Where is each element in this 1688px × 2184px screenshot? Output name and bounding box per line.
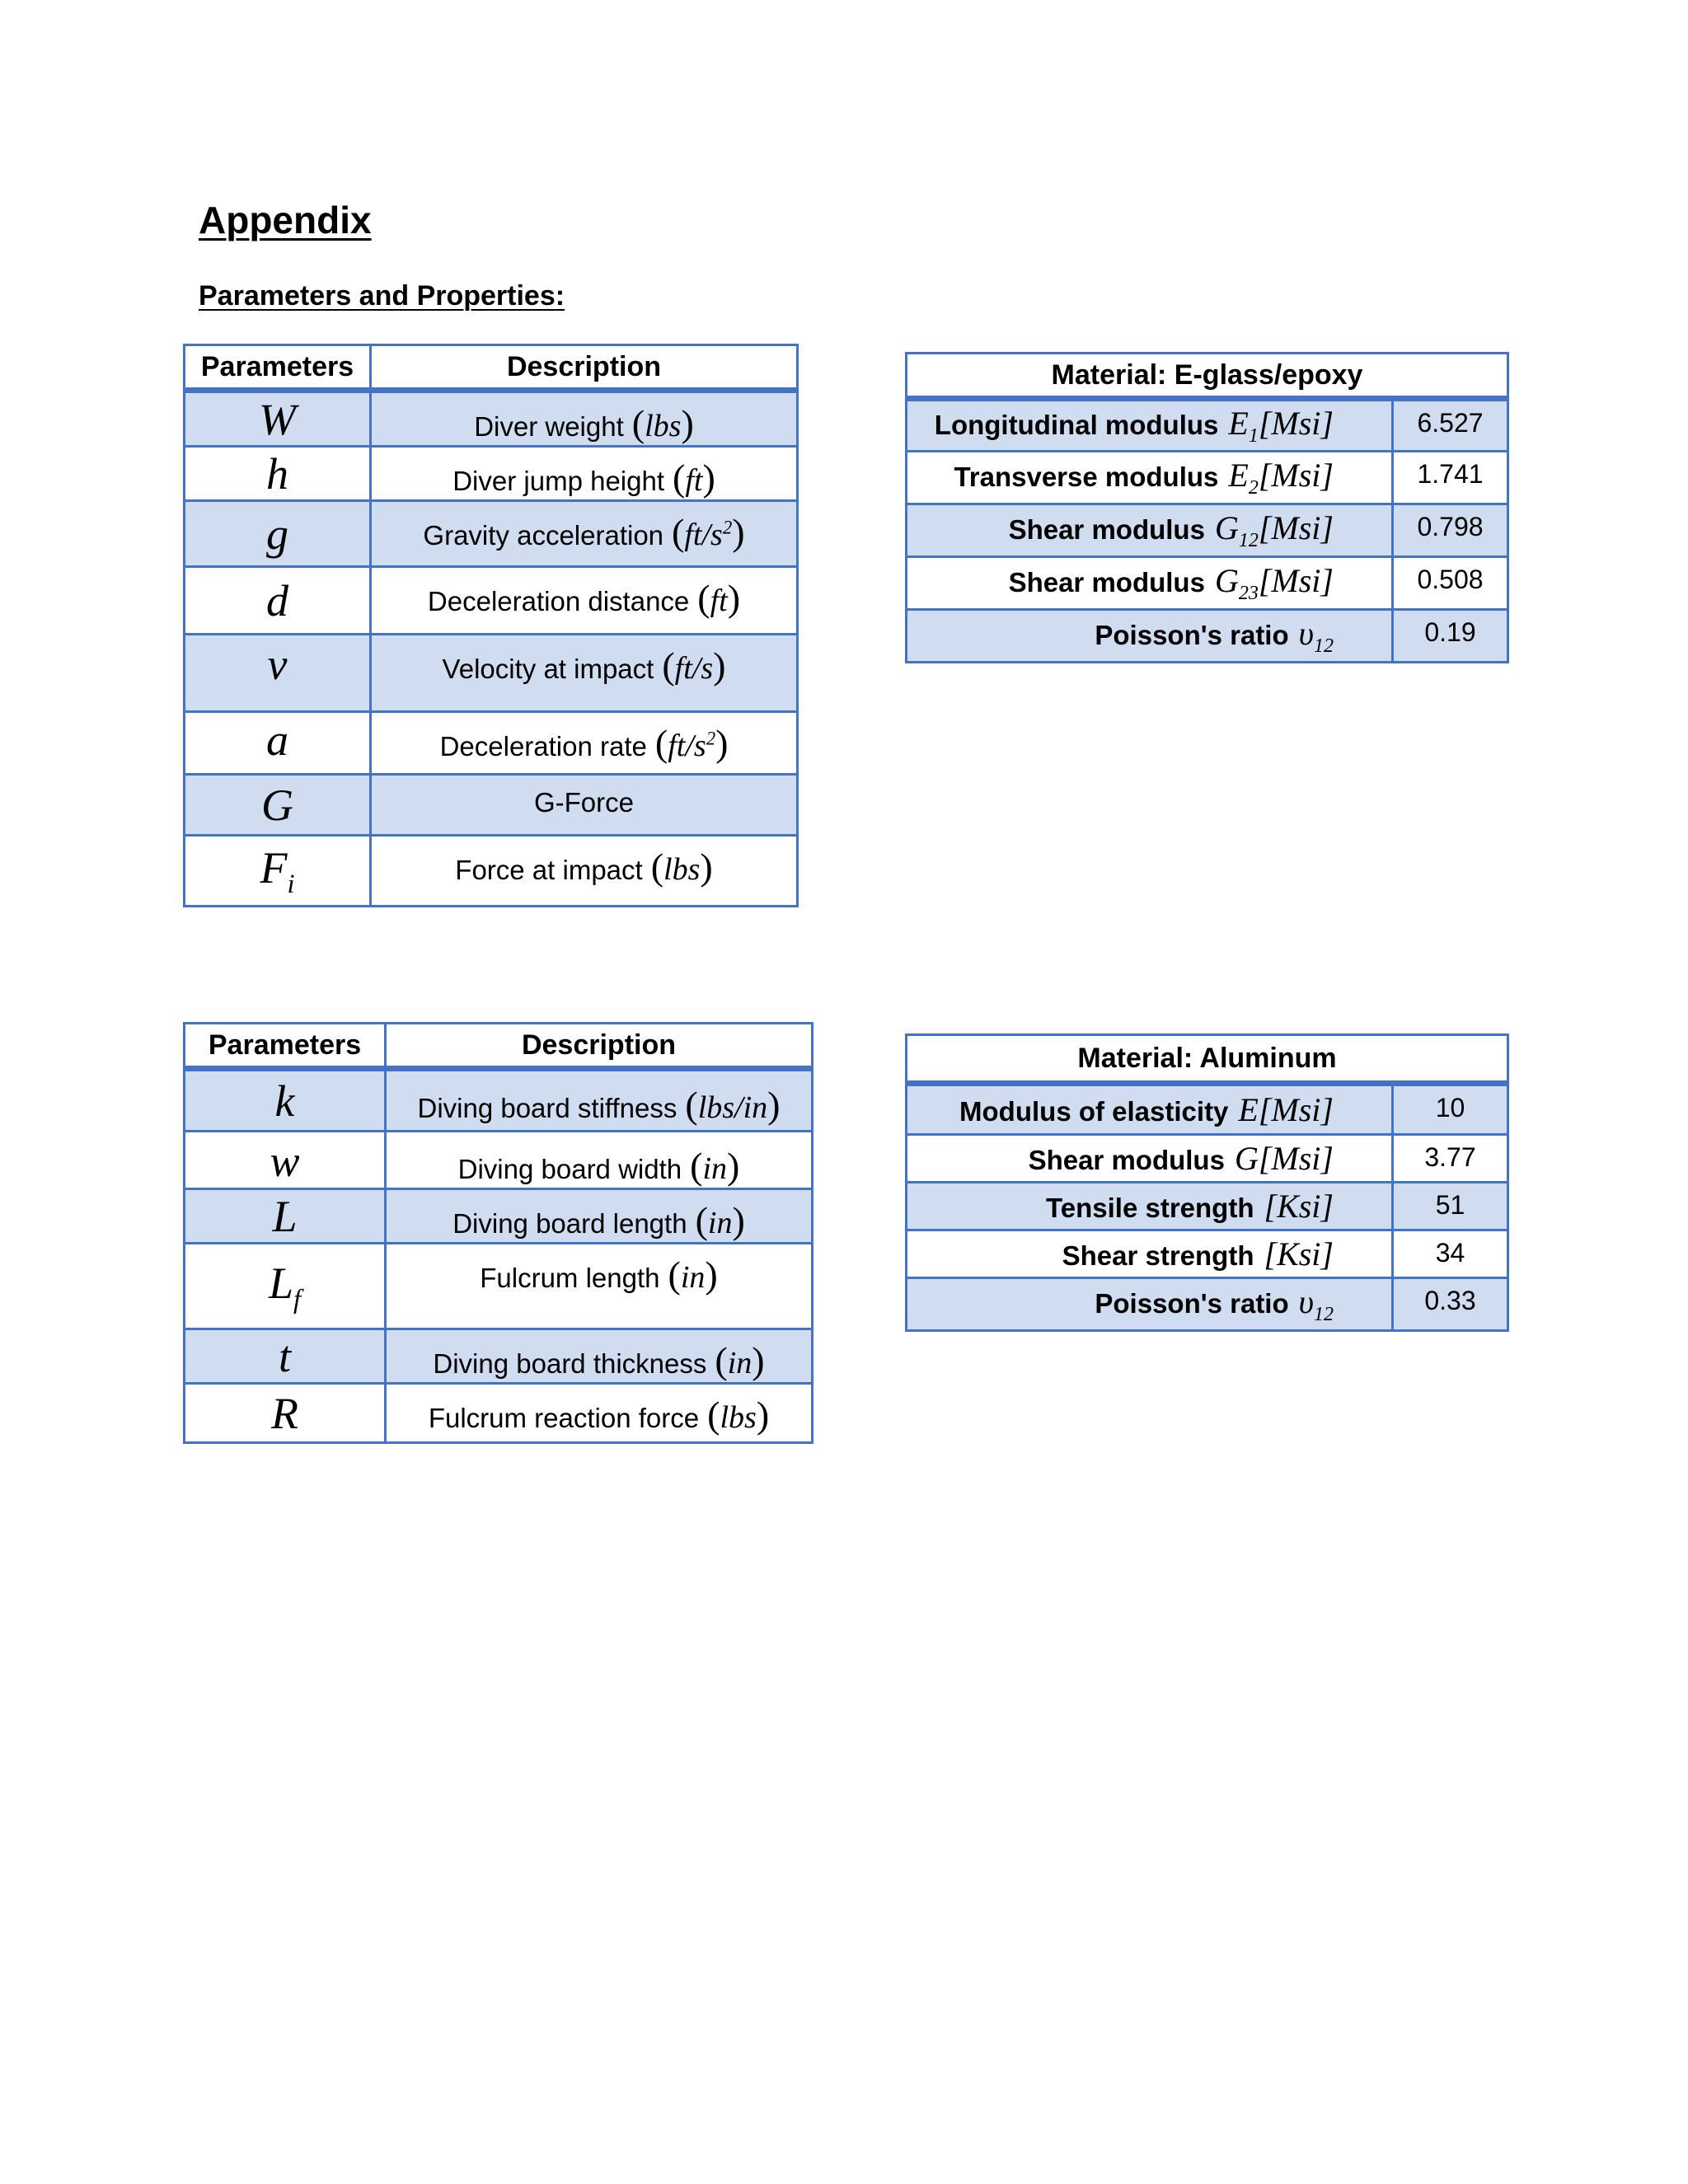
param-symbol: G	[185, 775, 371, 836]
param-description: Fulcrum reaction force (lbs)	[386, 1384, 813, 1443]
param-description: Force at impact (lbs)	[371, 836, 798, 907]
param-symbol: $F_i$	[185, 836, 371, 907]
property-value: 10	[1393, 1084, 1508, 1135]
property-label: Poisson's ratio $\upsilon_{12}$	[907, 610, 1393, 663]
header-description: Description	[371, 345, 798, 391]
param-description: G-Force	[371, 775, 798, 836]
param-symbol: v	[185, 635, 371, 712]
header-parameters: Parameters	[185, 345, 371, 391]
property-value: 0.19	[1393, 610, 1508, 663]
property-label: Poisson's ratio $\upsilon_{12}$	[907, 1278, 1393, 1331]
parameters-table-board	[183, 1022, 814, 1444]
property-value: 0.33	[1393, 1278, 1508, 1331]
param-symbol: d	[185, 567, 371, 635]
property-label: Shear modulus $G_{12}[Msi]$	[907, 504, 1393, 557]
param-symbol: $L_f$	[185, 1244, 386, 1329]
param-symbol: w	[185, 1132, 386, 1189]
param-description: Diver jump height (ft)	[371, 447, 798, 501]
param-symbol: R	[185, 1384, 386, 1443]
property-label: Modulus of elasticity E[Msi]	[907, 1084, 1393, 1135]
param-description: Diving board length (in)	[386, 1189, 813, 1244]
param-symbol: k	[185, 1069, 386, 1132]
property-label: Transverse modulus $E_2[Msi]$	[907, 452, 1393, 504]
page-title: Appendix	[199, 199, 372, 241]
param-description: Gravity acceleration $(ft/s^2)$	[371, 501, 798, 567]
material-table-eglass	[905, 352, 1509, 663]
param-description: Diving board stiffness (lbs/in)	[386, 1069, 813, 1132]
param-description: Diving board width (in)	[386, 1132, 813, 1189]
property-value: 51	[1393, 1183, 1508, 1230]
param-description: Fulcrum length (in)	[386, 1244, 813, 1329]
header-description: Description	[386, 1024, 813, 1069]
property-value: 0.798	[1393, 504, 1508, 557]
property-value: 6.527	[1393, 399, 1508, 452]
property-label: Tensile strength [Ksi]	[907, 1183, 1393, 1230]
material-title: Material: E-glass/epoxy	[907, 354, 1508, 399]
param-description: Velocity at impact (ft/s)	[371, 635, 798, 712]
property-label: Longitudinal modulus $E_1[Msi]$	[907, 399, 1393, 452]
param-symbol: a	[185, 712, 371, 775]
param-description: Deceleration distance (ft)	[371, 567, 798, 635]
property-label: Shear modulus $G_{23}[Msi]$	[907, 557, 1393, 610]
material-title: Material: Aluminum	[907, 1035, 1508, 1084]
param-symbol: g	[185, 501, 371, 567]
param-symbol: W	[185, 391, 371, 447]
param-symbol: L	[185, 1189, 386, 1244]
param-description: Diver weight (lbs)	[371, 391, 798, 447]
property-value: 1.741	[1393, 452, 1508, 504]
param-description: Deceleration rate $(ft/s^2)$	[371, 712, 798, 775]
header-parameters: Parameters	[185, 1024, 386, 1069]
property-value: 3.77	[1393, 1135, 1508, 1183]
parameters-table-diver	[183, 344, 799, 907]
section-subtitle: Parameters and Properties:	[199, 280, 565, 312]
param-symbol: h	[185, 447, 371, 501]
material-table-aluminum	[905, 1033, 1509, 1332]
property-value: 34	[1393, 1230, 1508, 1278]
param-description: Diving board thickness (in)	[386, 1329, 813, 1384]
property-label: Shear strength [Ksi]	[907, 1230, 1393, 1278]
property-value: 0.508	[1393, 557, 1508, 610]
property-label: Shear modulus G[Msi]	[907, 1135, 1393, 1183]
param-symbol: t	[185, 1329, 386, 1384]
